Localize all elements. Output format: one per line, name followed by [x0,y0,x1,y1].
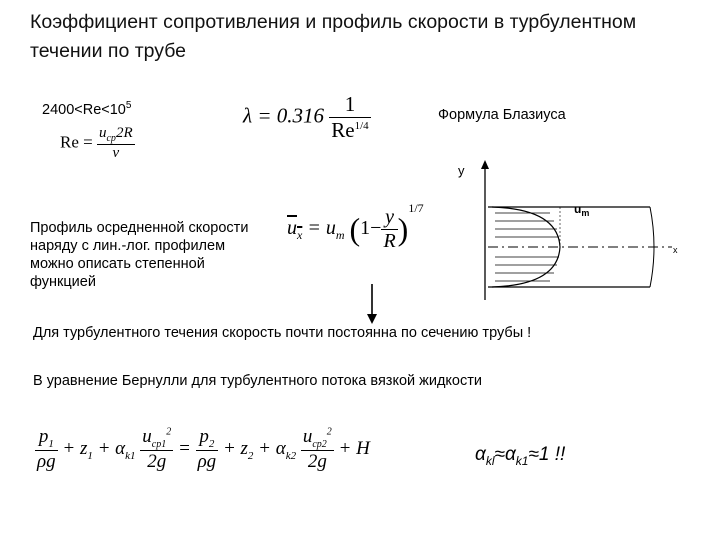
b-z2-z: + z [222,437,248,459]
lambda-lhs: λ = 0.316 [243,103,325,128]
b-p1 [35,426,58,450]
x-axis-label: x [673,245,678,255]
pl-paren-open: ( [349,211,361,247]
reynolds-formula [60,125,135,162]
alpha-kl: α [475,444,486,465]
pl-denominator: R [383,230,396,252]
pl-paren-close: ) [397,211,409,247]
pl-exponent: 1/7 [408,201,424,216]
re-fraction [97,125,135,162]
bernoulli-intro: В уравнение Бернулли для турбулентного потока вязкой жидкости [33,373,482,389]
b-p2 [196,426,219,450]
b-alpha2 [258,437,297,462]
pl-eq: = u [307,217,336,240]
blasius-label: Формула Блазиуса [438,107,566,123]
b-z2 [222,437,254,462]
turbulent-note: Для турбулентного течения скорость почти постоянна по сечению трубы ! [33,325,532,341]
b-z1 [62,437,93,462]
re-numerator [97,125,135,144]
b-u2 [301,426,334,450]
b-p2-p: p [199,426,209,447]
b-frac-p2 [196,426,219,473]
b-alpha1-a: + α [97,437,126,459]
y-axis-arrow [481,160,489,169]
b-alpha1 [97,437,136,462]
profile-description: Профиль осредненной скорости наряду с лин.-лог. профилем можно описать степенной функцией [30,220,249,290]
re-range [42,97,131,119]
b-z1-sub: 1 [87,449,93,462]
re-num-sub: cp [106,133,116,144]
down-arrow [362,284,382,326]
alpha-note [475,444,565,468]
slide-title: Коэффициент сопротивления и профиль скорости в турбулентном течении по трубе [30,11,637,62]
b-p1-sub: 1 [48,437,54,450]
pl-lhs-u: u [287,217,297,240]
b-u2-exp: 2 [326,426,332,438]
re-lhs: Re [60,132,79,152]
blasius-formula [243,92,371,143]
b-z1-z: + z [62,437,88,459]
lambda-fraction [329,92,370,143]
b-head-loss: + H [338,437,370,459]
velocity-profile-diagram [440,155,710,305]
b-p2-sub: 2 [208,437,215,450]
re-denominator: ν [97,144,135,162]
alpha-kl-sub: kl [485,453,495,468]
lambda-numerator: 1 [344,92,356,116]
b-rho-g2: ρg [197,450,217,472]
re-num-rest: 2R [115,125,133,141]
re-range-text: 2400<Re<10 [42,101,126,118]
b-z2-sub: 2 [247,449,254,462]
um-label-u: u [574,202,582,216]
b-u1-sub: cp1 [151,438,167,450]
pl-rhs [307,217,345,243]
b-p1-p: p [38,426,49,447]
alpha-k1-sub: k1 [515,453,529,468]
um-label [574,202,589,218]
b-alpha1-sub: k1 [125,449,136,462]
b-u2-sub: cp2 [312,438,327,450]
lambda-denominator [329,117,370,143]
um-label-sub: m [581,208,590,218]
pl-lhs [287,217,303,243]
lambda-den-exp: 1/4 [354,120,369,132]
b-frac-u1 [140,426,173,473]
lambda-den-re: Re [331,118,355,142]
bernoulli-equation [35,426,370,473]
alpha-approx: ≈α [494,444,516,465]
b-frac-u2 [301,426,334,473]
re-num-u: u [98,125,107,141]
b-u1-exp: 2 [166,426,172,438]
power-law-formula [287,201,424,253]
pl-one-minus: 1− [360,217,382,240]
b-frac-p1 [35,426,58,473]
alpha-approx-one: ≈1 !! [528,444,566,465]
pl-lhs-sub: x [297,228,303,243]
b-rho-g1: ρg [37,450,56,472]
pl-eq-sub: m [335,228,345,243]
b-alpha2-sub: k2 [285,449,297,462]
b-u1 [140,426,173,450]
b-alpha2-a: + α [258,437,286,459]
y-axis-label: y [458,163,465,178]
b-equals: = [177,437,191,459]
pl-fraction [381,206,397,253]
re-equals: = [83,132,93,152]
b-g2: 2g [301,450,334,473]
b-u2-u: u [302,426,313,447]
re-range-exponent: 5 [125,100,132,111]
pl-numerator: y [385,206,394,228]
b-g1: 2g [140,450,173,473]
b-u1-u: u [142,426,152,447]
